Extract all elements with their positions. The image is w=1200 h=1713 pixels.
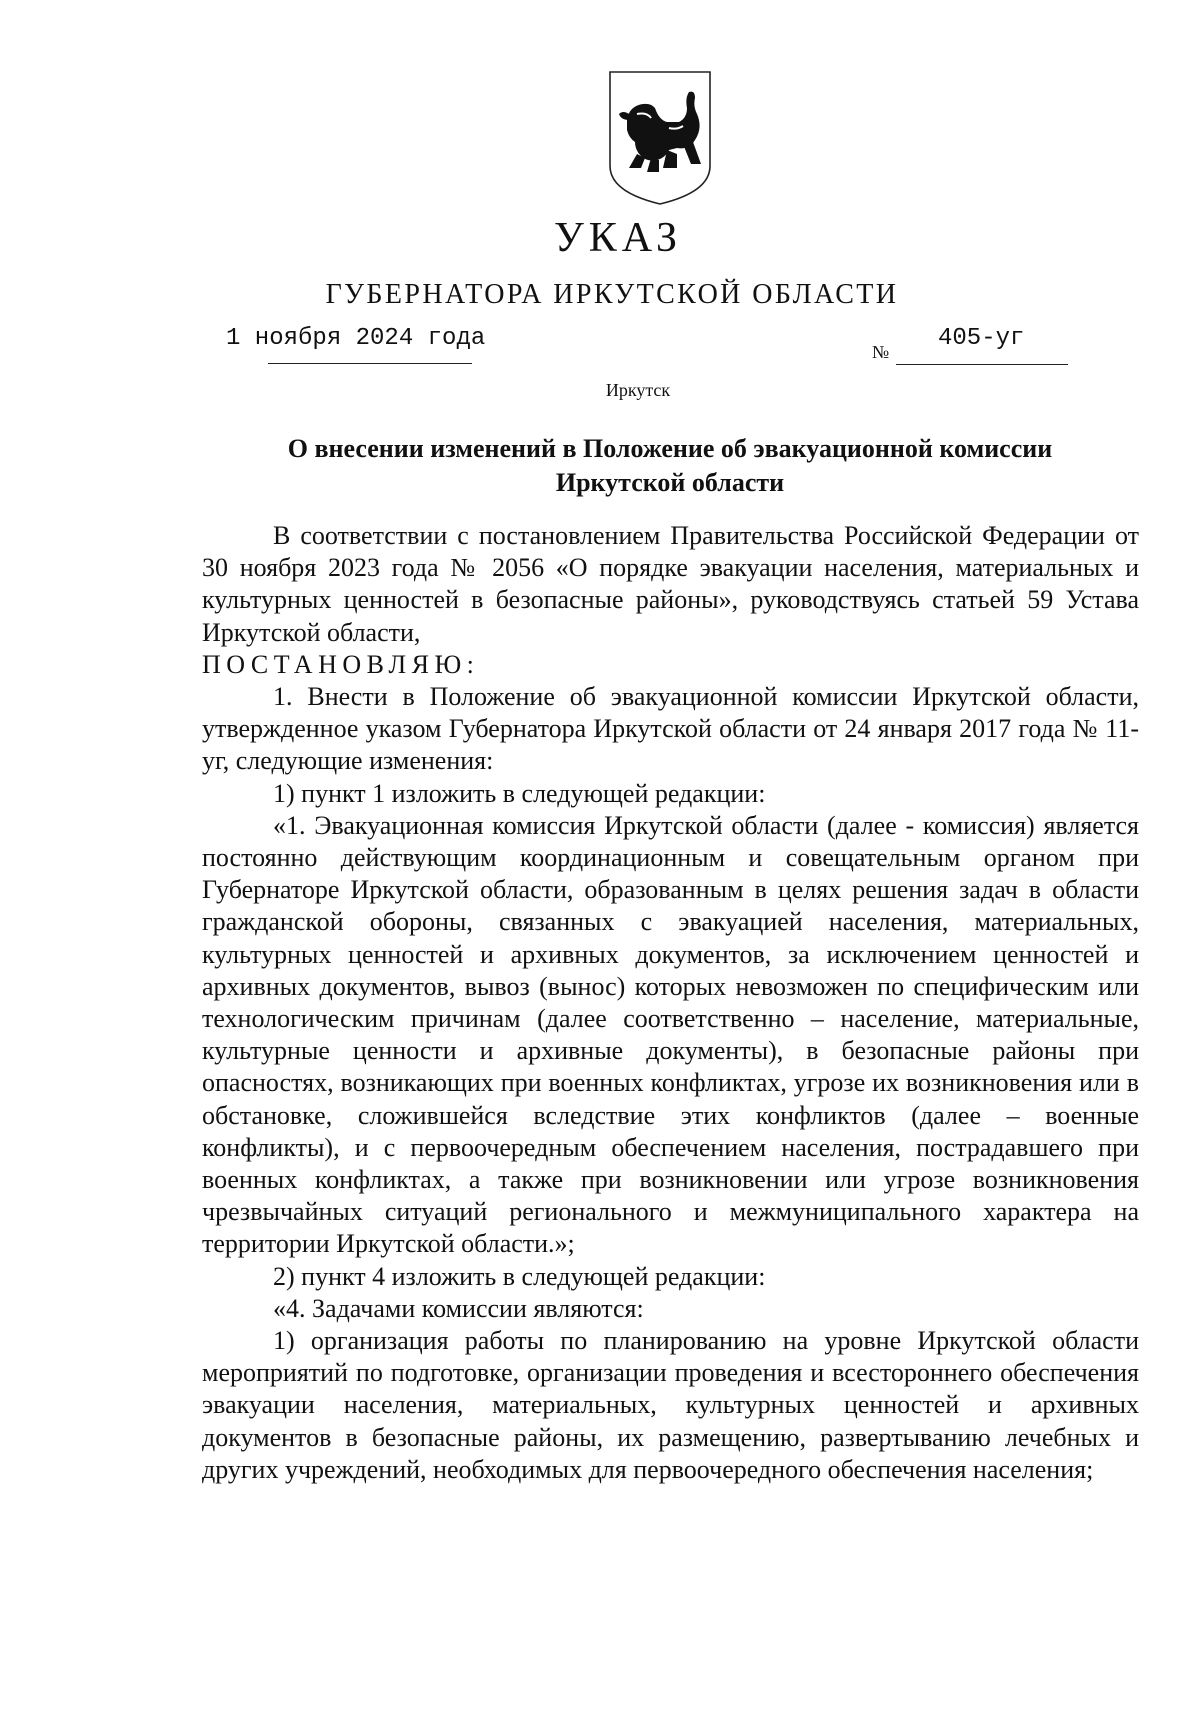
point-1-text: «1. Эвакуационная комиссия Иркутской области (далее - комиссия) является постоянно действующим координационным и совещательным органом при Губернаторе Иркутской области, образованным в целях решения задач в области гражданской обороны, связанных с эвакуацией населения, материальных, культурных ценностей и архивных документов, за исключением ценностей и архивных документов, вывоз (вынос) которых невозможен по специфическим или технологическим причинам (далее соответственно – население, материальные, культурные ценности и архивные документы), в безопасные районы при опасностях, возникающих при военных конфликтах, угрозе их возникновения или в обстановке, сложившейся вследствие этих конфликтов (далее – военные конфликты), и с первоочередным обеспечением населения, пострадавшего при военных конфликтах, а также при возникновении или угрозе возникновения чрезвычайных ситуаций регионального и межмуниципального характера на территории Иркутской области.»; [202,810,1139,1259]
date-underline [268,363,472,364]
issuer: ГУБЕРНАТОРА ИРКУТСКОЙ ОБЛАСТИ [325,279,899,310]
subitem-1: 1) пункт 1 изложить в следующей редакции: [273,778,766,808]
number-underline [896,364,1068,365]
document-body [202,520,1139,1486]
number-sign: № [872,342,890,362]
document-date: 1 ноября 2024 года [226,325,486,352]
document-number: 405-уг [938,325,1025,352]
document-title [200,432,1140,500]
task-1: 1) организация работы по планированию на уровне Иркутской области мероприятий по подготовке, организации проведения и всестороннего обеспечения эвакуации населения, материальных, культурных ценностей и архивных документов в безопасные районы, их размещению, развертыванию лечебных и других учреждений, необходимых для первоочередного обеспечения населения; [202,1326,1139,1484]
point-4-heading: «4. Задачами комиссии являются: [273,1293,644,1323]
city: Иркутск [605,380,671,400]
title-line-2: Иркутской области [555,468,785,497]
decree-word: ПОСТАНОВЛЯЮ: [202,649,480,679]
item-1: 1. Внести в Положение об эвакуационной комиссии Иркутской области, утвержденное указом Губернатора Иркутской области от 24 января 2017 года № 11-уг, следующие изменения: [202,682,1139,776]
coat-of-arms-icon [607,68,713,206]
document-type: УКАЗ [553,215,683,261]
subitem-2: 2) пункт 4 изложить в следующей редакции: [273,1261,766,1291]
preamble: В соответствии с постановлением Правительства Российской Федерации от 30 ноября 2023 года № 2056 «О порядке эвакуации населения, материальных и культурных ценностей в безопасные районы», руководствуясь статьей 59 Устава Иркутской области, [202,521,1139,647]
title-line-1: О внесении изменений в Положение об эвакуационной комиссии [287,434,1053,463]
